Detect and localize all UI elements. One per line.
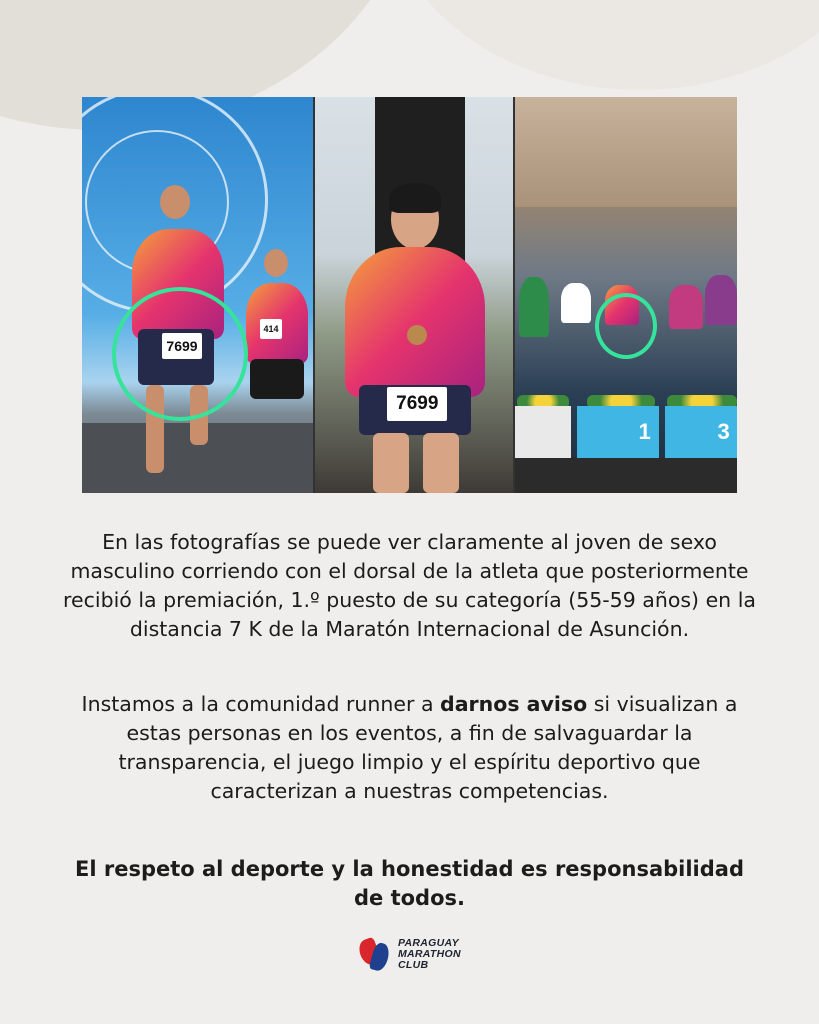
logo-line-1: PARAGUAY xyxy=(398,936,459,949)
athlete-leg xyxy=(423,433,459,493)
athlete-hair xyxy=(389,183,441,213)
background-shape xyxy=(380,0,819,90)
bib-number: 7699 xyxy=(387,387,447,421)
photo-athlete xyxy=(315,97,512,493)
podium-third: 3 xyxy=(665,406,737,458)
paragraph-request-emphasis: darnos aviso xyxy=(440,692,588,716)
logo-line-2: MARATHON xyxy=(398,947,461,960)
athlete-shirt xyxy=(345,247,485,397)
stage-tent xyxy=(515,97,737,207)
paragraph-request-end: si visualizan a estas personas en los eventos, a fin de salvaguardar la transparencia, el juego limpio y el espíritu deportivo que caracterizan a nuestras competencias. xyxy=(118,692,738,803)
podium-person xyxy=(669,285,703,329)
logo-line-3: CLUB xyxy=(398,958,429,971)
podium-sponsor xyxy=(515,406,571,458)
paragraph-request-start: Instamos a la comunidad runner a xyxy=(81,692,441,716)
paragraph-evidence: En las fotografías se puede ver claramente al joven de sexo masculino corriendo con el dorsal de la atleta que posteriormente recibió la premiación, 1.º puesto de su categoría (55-59 años) en la distancia 7 K de la Maratón Internacional de Asunción. xyxy=(63,530,756,641)
podium-person xyxy=(561,283,591,323)
photo-collage xyxy=(82,97,737,493)
photo-runner xyxy=(82,97,313,493)
second-runner-head xyxy=(264,249,288,277)
runner-head xyxy=(160,185,190,219)
stage-floor xyxy=(515,457,737,493)
highlight-circle xyxy=(595,293,657,359)
runner-logo-icon xyxy=(358,935,394,973)
club-logo xyxy=(358,935,461,973)
logo-text xyxy=(398,938,461,971)
second-runner-shorts xyxy=(250,359,304,399)
photo-podium xyxy=(515,97,737,493)
podium-person xyxy=(519,277,549,337)
bib-number: 414 xyxy=(260,319,282,339)
closing-statement: El respeto al deporte y la honestidad es responsabilidad de todos. xyxy=(75,857,744,910)
paragraph-request xyxy=(60,690,759,806)
bib-number: 7699 xyxy=(162,333,202,359)
podium-person xyxy=(705,275,737,325)
athlete-leg xyxy=(373,433,409,493)
highlight-circle xyxy=(112,287,248,421)
podium-first: 1 xyxy=(577,406,659,458)
